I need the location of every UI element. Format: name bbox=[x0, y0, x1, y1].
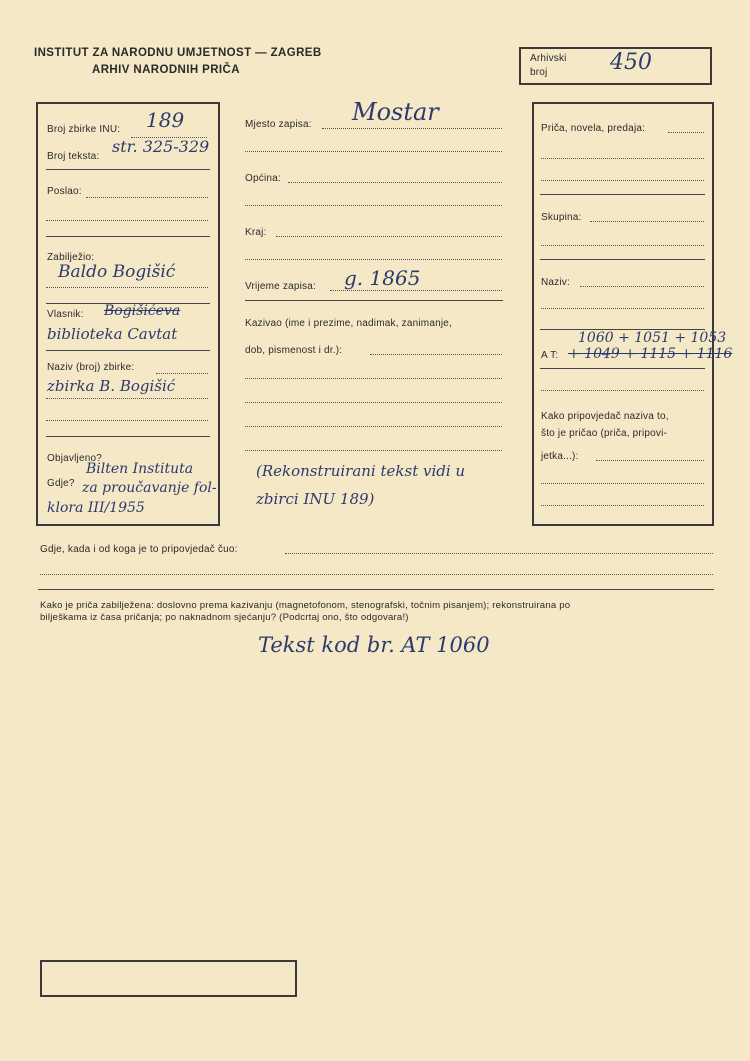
at-value-top: 1060 + 1051 + 1053 bbox=[578, 330, 727, 346]
how-recorded-text: Kako je priča zabilježena: doslovno prema kazivanju (magnetofonom, stenografski, točnim pisanjem); rekonstruirana po bbox=[40, 600, 571, 611]
recorded-by-value: Baldo Bogišić bbox=[58, 262, 176, 282]
at-value-bottom: + 1049 + 1115 + 1116 bbox=[568, 346, 733, 362]
narrator-term-label-2: što je pričao (priča, pripovi- bbox=[541, 428, 668, 439]
archive-number-label: Arhivski bbox=[530, 53, 567, 64]
at-label: A T: bbox=[541, 350, 559, 361]
name-label: Naziv: bbox=[541, 277, 570, 288]
recorded-by-label: Zabilježio: bbox=[47, 252, 95, 263]
published-value-1: Bilten Instituta bbox=[86, 461, 194, 477]
archive-title: ARHIV NARODNIH PRIČA bbox=[92, 64, 240, 76]
owner-value: Bogišićeva bbox=[104, 303, 181, 319]
text-number-label: Broj teksta: bbox=[47, 151, 100, 162]
archive-number-value: 450 bbox=[610, 50, 652, 75]
collection-number-label: Broj zbirke INU: bbox=[47, 124, 121, 135]
place-label: Mjesto zapisa: bbox=[245, 119, 312, 130]
narrator-label: Kazivao (ime i prezime, nadimak, zanimanje, bbox=[245, 318, 453, 329]
bottom-stamp-box bbox=[40, 960, 297, 997]
region-label: Kraj: bbox=[245, 227, 267, 238]
narrator-term-label: Kako pripovjedač naziva to, bbox=[541, 411, 669, 422]
group-label: Skupina: bbox=[541, 212, 582, 223]
text-number-value: str. 325-329 bbox=[112, 137, 210, 156]
institute-title: INSTITUT ZA NARODNU UMJETNOST — ZAGREB bbox=[34, 47, 322, 59]
published-value-3: klora III/1955 bbox=[47, 500, 145, 516]
where-label: Gdje? bbox=[47, 478, 75, 489]
collection-name-label: Naziv (broj) zbirke: bbox=[47, 362, 135, 373]
handwritten-text-note: Tekst kod br. AT 1060 bbox=[258, 633, 490, 657]
sent-by-label: Poslao: bbox=[47, 186, 82, 197]
place-value: Mostar bbox=[352, 98, 439, 126]
genre-label: Priča, novela, predaja: bbox=[541, 123, 646, 134]
reconstructed-note-line-1: (Rekonstruirani tekst vidi u bbox=[256, 462, 466, 480]
archive-number-label-2: broj bbox=[530, 67, 548, 78]
published-value-2: za proučavanje fol- bbox=[82, 480, 217, 496]
heard-from-label: Gdje, kada i od koga je to pripovjedač čuo: bbox=[40, 544, 238, 555]
collection-name-value: zbirka B. Bogišić bbox=[47, 377, 176, 395]
date-label: Vrijeme zapisa: bbox=[245, 281, 316, 292]
narrator-term-label-3: jetka...): bbox=[541, 451, 579, 462]
how-recorded-text-2: bilješkama iz časa pričanja; po naknadnom sjećanju? (Podcrtaj ono, što odgovara!) bbox=[40, 612, 409, 623]
published-label: Objavljeno? bbox=[47, 453, 103, 464]
owner-label: Vlasnik: bbox=[47, 309, 84, 320]
owner-value-2: biblioteka Cavtat bbox=[47, 325, 178, 343]
reconstructed-note-line-2: zbirci INU 189) bbox=[256, 490, 375, 508]
municipality-label: Općina: bbox=[245, 173, 281, 184]
narrator-label-2: dob, pismenost i dr.): bbox=[245, 345, 343, 356]
collection-number-value: 189 bbox=[146, 108, 185, 132]
right-column-box bbox=[532, 102, 714, 526]
date-value: g. 1865 bbox=[344, 266, 421, 290]
